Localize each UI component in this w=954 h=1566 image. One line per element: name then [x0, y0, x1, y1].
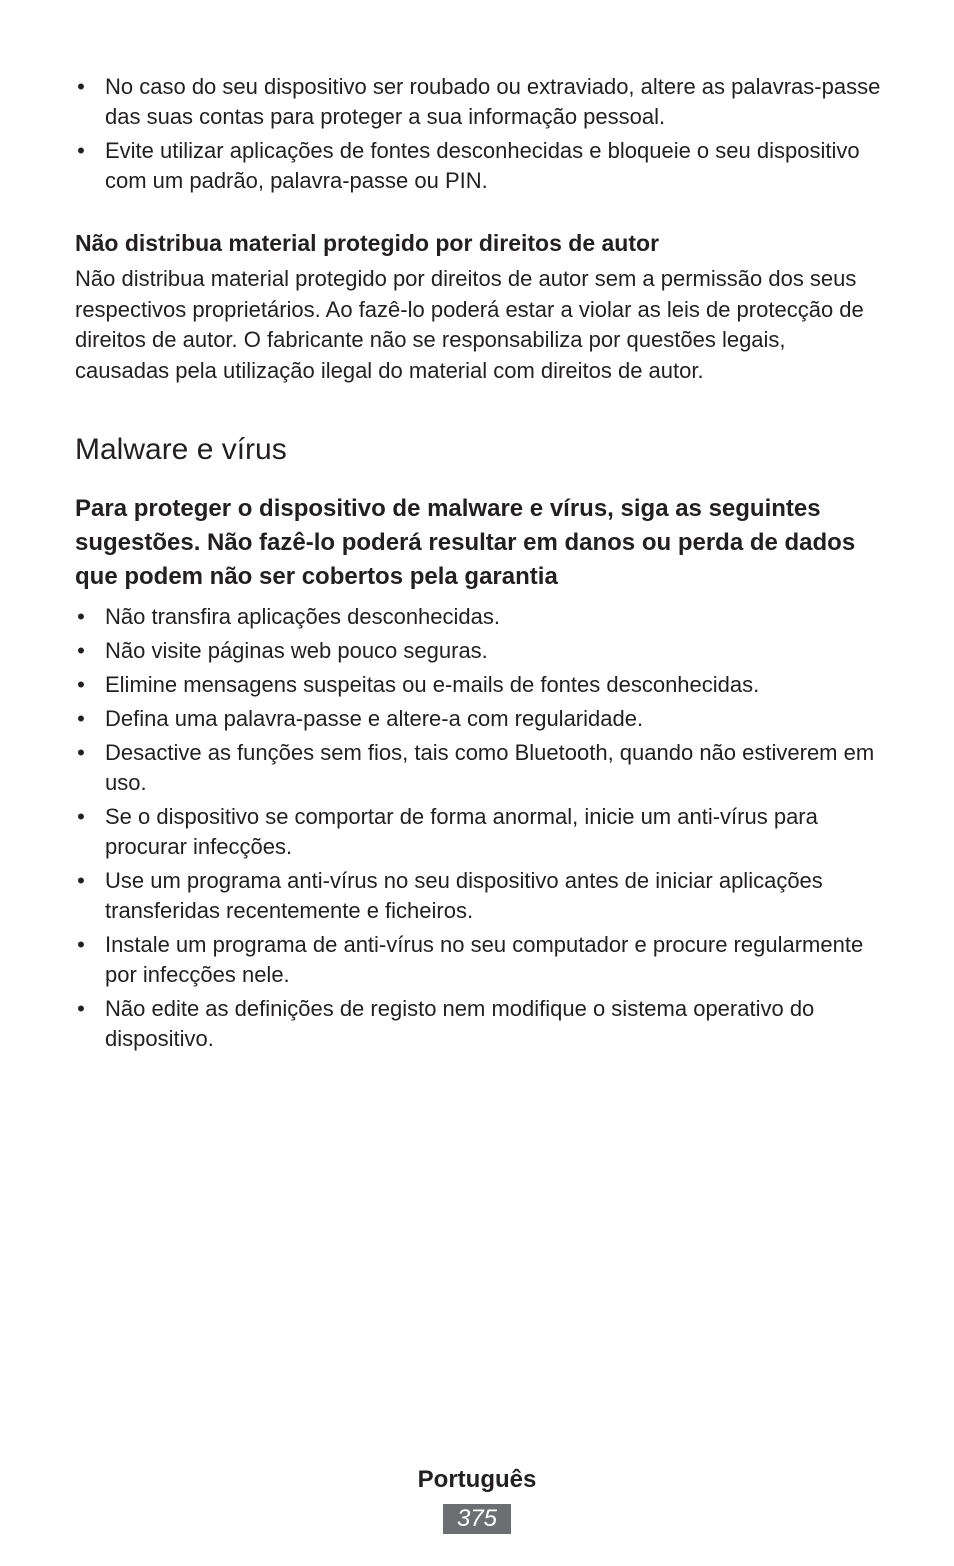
list-item — [75, 136, 885, 196]
malware-intro: Para proteger o dispositivo de malware e vírus, siga as seguintes sugestões. Não fazê-lo poderá resultar em danos ou perda de dados que podem não ser cobertos pela garantia — [75, 495, 856, 590]
list-item — [75, 994, 885, 1054]
copyright-paragraph: Não distribua material protegido por direitos de autor sem a permissão dos seus respectivos proprietários. Ao fazê-lo poderá estar a violar as leis de protecção de direitos de autor. O fabricante não se responsabiliza por questões legais, causadas pela utilização ilegal do material com direitos de autor. — [75, 266, 864, 383]
list-item-text: Use um programa anti-vírus no seu dispositivo antes de iniciar aplicações transferidas recentemente e ficheiros. — [105, 868, 823, 923]
list-item — [75, 670, 885, 700]
list-item-text: No caso do seu dispositivo ser roubado ou extraviado, altere as palavras-passe das suas contas para proteger a sua informação pessoal. — [105, 74, 881, 129]
list-item — [75, 636, 885, 666]
bullet-icon: • — [77, 604, 85, 629]
copyright-heading: Não distribua material protegido por direitos de autor — [75, 230, 660, 256]
list-item — [75, 704, 885, 734]
list-item-text: Não edite as definições de registo nem modifique o sistema operativo do dispositivo. — [105, 996, 815, 1051]
bullet-icon: • — [77, 74, 85, 99]
list-item-text: Instale um programa de anti-vírus no seu computador e procure regularmente por infecções nele. — [105, 932, 864, 987]
bullet-icon: • — [77, 868, 85, 893]
list-item-text: Defina uma palavra-passe e altere-a com regularidade. — [105, 706, 644, 731]
bullet-icon: • — [77, 706, 85, 731]
bullet-icon: • — [77, 804, 85, 829]
malware-bullet-list — [75, 602, 885, 1054]
list-item-text: Se o dispositivo se comportar de forma anormal, inicie um anti-vírus para procurar infecções. — [105, 804, 818, 859]
page-footer — [0, 1464, 954, 1534]
list-item-text: Evite utilizar aplicações de fontes desconhecidas e bloqueie o seu dispositivo com um padrão, palavra-passe ou PIN. — [105, 138, 860, 193]
bullet-icon: • — [77, 638, 85, 663]
list-item-text: Não visite páginas web pouco seguras. — [105, 638, 488, 663]
bullet-icon: • — [77, 932, 85, 957]
bullet-icon: • — [77, 672, 85, 697]
list-item — [75, 930, 885, 990]
footer-language: Português — [417, 1466, 537, 1493]
list-item — [75, 602, 885, 632]
list-item-text: Desactive as funções sem fios, tais como Bluetooth, quando não estiverem em uso. — [105, 740, 875, 795]
bullet-icon: • — [77, 138, 85, 163]
list-item-text: Não transfira aplicações desconhecidas. — [105, 604, 501, 629]
list-item — [75, 802, 885, 862]
page-content — [75, 72, 885, 1058]
list-item — [75, 866, 885, 926]
list-item-text: Elimine mensagens suspeitas ou e-mails de fontes desconhecidas. — [105, 672, 760, 697]
page-number: 375 — [443, 1504, 511, 1534]
section-title: Malware e vírus — [75, 433, 287, 466]
bullet-icon: • — [77, 740, 85, 765]
top-bullet-list — [75, 72, 885, 196]
list-item — [75, 72, 885, 132]
bullet-icon: • — [77, 996, 85, 1021]
list-item — [75, 738, 885, 798]
